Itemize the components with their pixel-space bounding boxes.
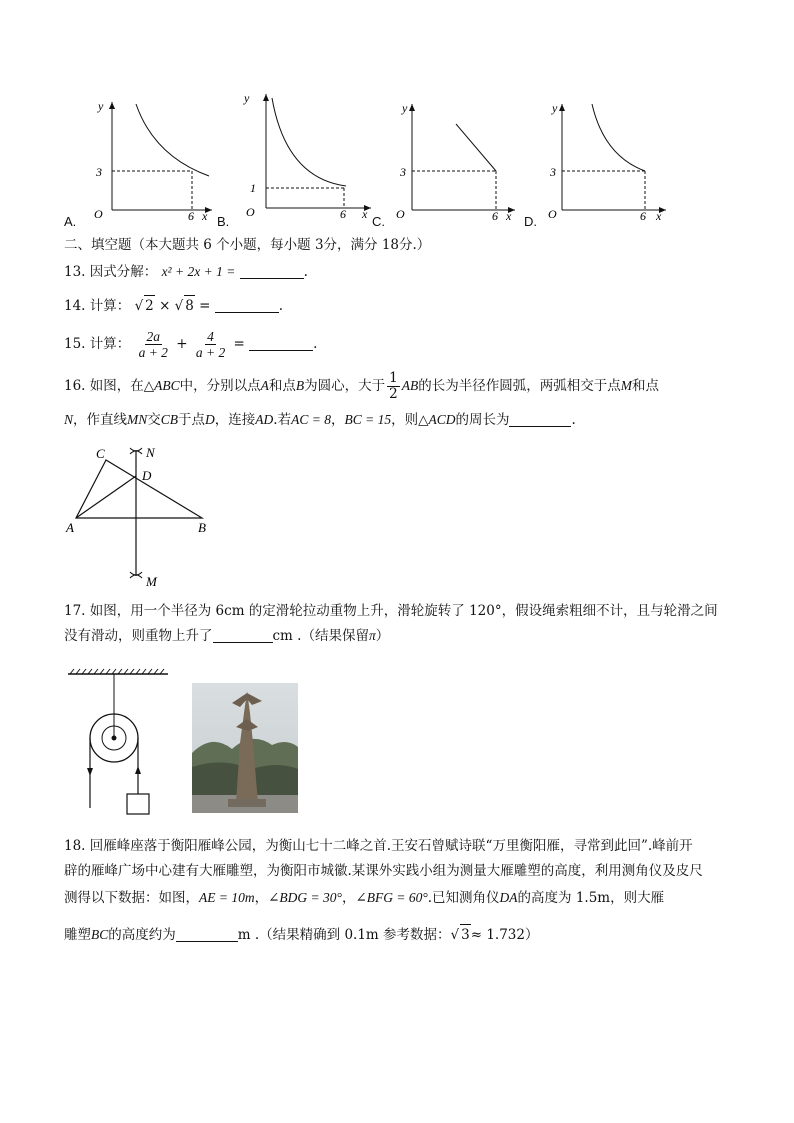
tick-6: 6 [340,207,346,221]
q15-fraction-1: $\frac{2a}{a + 2}$ [138,329,168,360]
question-18-line-4: 雕塑BC的高度约为 m .（结果精确到 0.1m 参考数据：√ 3≈ 1.732） [64,924,538,945]
q15-prefix: 15. 计算： [64,336,131,352]
question-18-line-2: 辟的雁峰广场中心建有大雁雕塑，为衡阳市城徽.某课外实践小组为测量大雁雕塑的高度，利用测角仪及皮尺 [64,863,703,879]
question-14 [64,295,283,316]
point-a: A [66,520,74,535]
q14-suffix: . [278,298,284,314]
q15-eq: = [233,336,245,352]
half-fraction: $\frac{1}{2}$ [389,370,398,402]
graph-c [390,98,522,228]
tick-3: 3 [96,165,102,179]
graph-c-svg [390,98,522,224]
point-n: N [146,445,155,460]
q14-answer-blank[interactable] [215,298,279,313]
question-18-line-3: 测得以下数据：如图，AE = 10m，∠BDG = 30°，∠BFG = 60°.已知测角仪DA的高度为 1.5m，则大雁 [64,890,665,906]
q16-figure [62,440,222,594]
y-label: y [552,101,558,115]
statue-photo [192,683,298,817]
tick-6: 6 [188,209,194,223]
graph-b [236,88,376,228]
q13-suffix: . [303,264,308,280]
q16-answer-blank[interactable] [509,412,571,427]
q17-answer-blank[interactable] [213,628,273,643]
statue-photo-svg [192,683,298,813]
point-c: C [96,446,105,461]
point-m: M [146,574,157,589]
point-b: B [198,520,206,535]
q13-prefix: 13. 因式分解： [64,264,158,280]
triangle-figure-svg [62,440,222,590]
tick-6: 6 [640,209,646,223]
question-16-line-2: N，作直线MN交CB于点D，连接AD.若AC = 8，BC = 15，则△ACD的周长为 . [64,412,576,428]
graph-a-svg [84,96,216,224]
question-17-line-2: 没有滑动，则重物上升了 cm .（结果保留π） [64,628,390,644]
origin-label: O [396,207,405,221]
x-label: x [506,209,512,223]
graph-d-svg [540,98,672,224]
pulley-svg [64,668,174,816]
sqrt-3: √ 3 [451,927,471,943]
q15-answer-blank[interactable] [249,336,313,351]
q14-prefix: 14. 计算： [64,298,131,314]
question-15 [64,326,317,362]
origin-label: O [548,207,557,221]
option-c-label: C. [372,214,385,229]
x-label: x [362,207,368,221]
sqrt-8: √ 8 [175,298,195,314]
question-17-line-1: 17. 如图，用一个半径为 6cm 的定滑轮拉动重物上升，滑轮旋转了 120°，假设绳索粗细不计，且与轮滑之间 [64,603,718,619]
q14-eq: = [199,298,211,314]
section-title: 二、填空题（本大题共 6 个小题，每小题 3分，满分 18分.） [64,237,431,253]
question-18-line-1: 18. 回雁峰座落于衡阳雁峰公园，为衡山七十二峰之首.王安石曾赋诗联“万里衡阳雁，寻常到此回”.峰前开 [64,838,693,854]
graph-d [540,98,672,228]
q13-expr: x² + 2x + 1 = [161,264,236,279]
graph-b-svg [236,88,376,224]
origin-label: O [94,207,103,221]
x-label: x [202,209,208,223]
y-label: y [402,101,408,115]
q15-fraction-2: $\frac{4}{a + 2}$ [195,329,226,360]
option-a-label: A. [64,214,77,229]
q13-answer-blank[interactable] [240,264,304,279]
option-b-label: B. [217,214,230,229]
pulley-figure [64,668,174,820]
graph-a [84,96,216,228]
question-13 [64,262,308,282]
tick-1: 1 [250,181,256,195]
option-d-label: D. [524,214,537,229]
tick-3: 3 [550,165,556,179]
y-label: y [98,99,104,113]
q14-times: × [159,298,171,314]
tick-6: 6 [492,209,498,223]
q15-suffix: . [313,336,318,352]
x-label: x [656,209,662,223]
point-d: D [142,468,152,483]
question-16-line-1: 16. 如图，在△ABC中，分别以点A和点B为圆心，大于 $\frac{1}{2}$ AB的长为半径作圆弧，两弧相交于点M和点 [64,370,659,402]
origin-label: O [246,205,255,219]
q15-plus: + [176,336,188,352]
sqrt-2: √ 2 [135,298,155,314]
y-label: y [244,91,250,105]
q18-answer-blank[interactable] [176,927,238,942]
tick-3: 3 [400,165,406,179]
